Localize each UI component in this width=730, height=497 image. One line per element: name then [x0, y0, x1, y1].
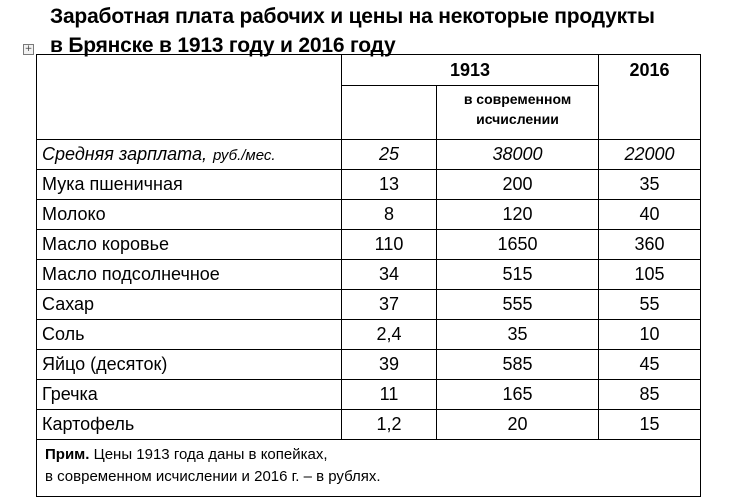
table-row	[37, 290, 701, 320]
header-blank-cell	[37, 55, 342, 140]
header-2016: 2016	[599, 55, 701, 140]
price-1913: 37	[342, 290, 437, 320]
table-row	[37, 350, 701, 380]
price-2016: 360	[599, 230, 701, 260]
table-row	[37, 260, 701, 290]
price-modern: 1650	[437, 230, 599, 260]
salary-1913: 25	[342, 140, 437, 170]
price-1913: 34	[342, 260, 437, 290]
price-modern: 555	[437, 290, 599, 320]
price-1913: 1,2	[342, 410, 437, 440]
price-2016: 85	[599, 380, 701, 410]
price-2016: 15	[599, 410, 701, 440]
price-2016: 35	[599, 170, 701, 200]
price-1913: 11	[342, 380, 437, 410]
price-modern: 515	[437, 260, 599, 290]
product-name: Картофель	[37, 410, 342, 440]
note-bold: Прим.	[45, 446, 90, 463]
table-row	[37, 200, 701, 230]
price-2016: 10	[599, 320, 701, 350]
header-row-years	[37, 55, 701, 86]
table-row	[37, 410, 701, 440]
price-2016: 55	[599, 290, 701, 320]
price-2016: 105	[599, 260, 701, 290]
table-row	[37, 170, 701, 200]
price-1913: 13	[342, 170, 437, 200]
header-1913: 1913	[342, 55, 599, 86]
product-name: Масло коровье	[37, 230, 342, 260]
price-2016: 45	[599, 350, 701, 380]
note-line-2: в современном исчислении и 2016 г. – в рублях.	[45, 468, 381, 485]
note-row	[37, 440, 701, 497]
title-line-2: в Брянске в 1913 году и 2016 году	[50, 34, 396, 57]
salary-row	[37, 140, 701, 170]
table-row	[37, 320, 701, 350]
note-line-1	[45, 444, 700, 466]
salary-2016: 22000	[599, 140, 701, 170]
table-row	[37, 230, 701, 260]
price-2016: 40	[599, 200, 701, 230]
move-handle-icon[interactable]: +	[24, 44, 33, 54]
price-1913: 110	[342, 230, 437, 260]
title-line-1: Заработная плата рабочих и цены на некоторые продукты	[50, 5, 655, 28]
product-name: Мука пшеничная	[37, 170, 342, 200]
price-1913: 8	[342, 200, 437, 230]
price-table	[36, 54, 701, 497]
salary-modern: 38000	[437, 140, 599, 170]
product-name: Яйцо (десяток)	[37, 350, 342, 380]
salary-unit: руб./мес.	[212, 147, 276, 164]
price-1913: 2,4	[342, 320, 437, 350]
product-name: Масло подсолнечное	[37, 260, 342, 290]
note-text-1: Цены 1913 года даны в копейках,	[93, 446, 328, 463]
note-cell	[37, 440, 701, 497]
salary-label: Средняя зарплата,	[42, 144, 207, 164]
price-1913: 39	[342, 350, 437, 380]
header-1913-nominal-blank	[342, 86, 437, 140]
product-name: Сахар	[37, 290, 342, 320]
price-modern: 120	[437, 200, 599, 230]
product-name: Гречка	[37, 380, 342, 410]
product-name: Молоко	[37, 200, 342, 230]
product-name: Соль	[37, 320, 342, 350]
price-modern: 165	[437, 380, 599, 410]
price-modern: 200	[437, 170, 599, 200]
header-modern: в современном исчислении	[437, 86, 599, 140]
table-row	[37, 380, 701, 410]
price-modern: 20	[437, 410, 599, 440]
price-modern: 585	[437, 350, 599, 380]
salary-label-cell	[37, 140, 342, 170]
price-modern: 35	[437, 320, 599, 350]
page-title	[50, 2, 730, 60]
